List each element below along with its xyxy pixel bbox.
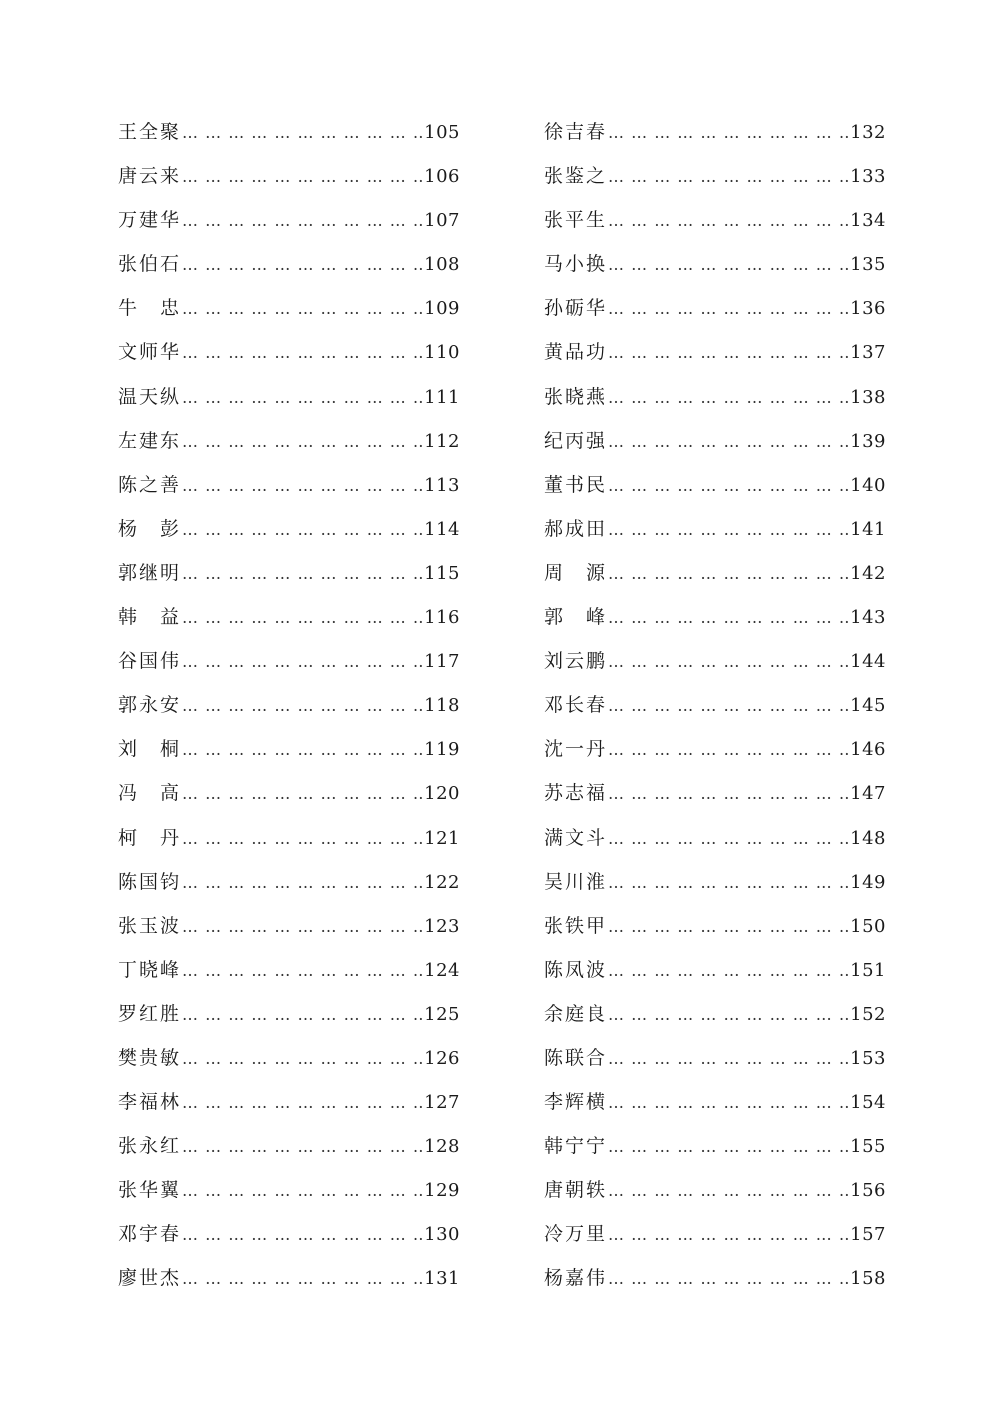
dot-leader [608, 508, 849, 552]
toc-entry [118, 1168, 460, 1212]
entry-name: 罗红胜 [118, 1002, 182, 1025]
entry-page-number: 133 [850, 166, 886, 188]
toc-entry [544, 286, 886, 330]
toc-entry [118, 948, 460, 992]
dot-leader [608, 464, 849, 508]
toc-entry [118, 1036, 460, 1080]
toc-entry [118, 286, 460, 330]
dot-leader [608, 1081, 849, 1125]
entry-page-number: 114 [424, 518, 460, 540]
entry-page-number: 130 [424, 1224, 460, 1246]
entry-page-number: 158 [850, 1268, 886, 1290]
entry-page-number: 131 [424, 1268, 460, 1290]
entry-page-number: 108 [424, 254, 460, 276]
dot-leader [608, 817, 849, 861]
entry-page-number: 143 [850, 607, 886, 629]
dot-leader [608, 155, 849, 199]
entry-page-number: 128 [424, 1136, 460, 1158]
entry-name: 陈凤波 [544, 958, 608, 981]
toc-entry [118, 551, 460, 595]
entry-name: 文师华 [118, 341, 182, 364]
entry-page-number: 117 [424, 651, 460, 673]
entry-name: 邓长春 [544, 694, 608, 717]
dot-leader [182, 331, 423, 375]
entry-name: 张晓燕 [544, 385, 608, 408]
dot-leader [608, 728, 849, 772]
toc-entry [118, 860, 460, 904]
toc-entry [118, 330, 460, 374]
toc-column-right [544, 110, 886, 1301]
toc-entry [118, 639, 460, 683]
toc-entry [118, 419, 460, 463]
toc-entry [118, 1256, 460, 1300]
entry-name: 邓宇春 [118, 1223, 182, 1246]
entry-name: 徐吉春 [544, 121, 608, 143]
toc-entry [544, 154, 886, 198]
dot-leader [182, 552, 423, 596]
toc-entry [544, 1212, 886, 1256]
entry-page-number: 140 [850, 474, 886, 496]
toc-column-left [118, 110, 460, 1301]
dot-leader [608, 772, 849, 816]
dot-leader [182, 1213, 423, 1257]
toc-entry [544, 242, 886, 286]
dot-leader [608, 684, 849, 728]
toc-entry [118, 110, 460, 154]
entry-page-number: 132 [850, 122, 886, 143]
dot-leader [182, 199, 423, 243]
dot-leader [182, 772, 423, 816]
entry-page-number: 109 [424, 298, 460, 320]
entry-name: 谷国伟 [118, 650, 182, 673]
entry-name: 韩 益 [118, 606, 182, 629]
dot-leader [608, 420, 849, 464]
entry-name: 李辉横 [544, 1091, 608, 1114]
toc-entry [118, 1212, 460, 1256]
entry-page-number: 137 [850, 342, 886, 364]
entry-name: 陈国钧 [118, 870, 182, 893]
dot-leader [608, 1037, 849, 1081]
dot-leader [182, 508, 423, 552]
dot-leader [608, 111, 849, 155]
entry-name: 董书民 [544, 473, 608, 496]
toc-entry [544, 1080, 886, 1124]
entry-page-number: 144 [850, 651, 886, 673]
entry-page-number: 125 [424, 1003, 460, 1025]
toc-entry [118, 992, 460, 1036]
dot-leader [182, 640, 423, 684]
dot-leader [182, 728, 423, 772]
entry-page-number: 135 [850, 254, 886, 276]
toc-entry [544, 816, 886, 860]
entry-page-number: 116 [424, 607, 460, 629]
dot-leader [608, 861, 849, 905]
entry-name: 温天纵 [118, 385, 182, 408]
toc-entry [118, 771, 460, 815]
dot-leader [608, 1257, 849, 1301]
entry-name: 苏志福 [544, 782, 608, 805]
entry-page-number: 136 [850, 298, 886, 320]
entry-page-number: 126 [424, 1047, 460, 1069]
toc-entry [544, 727, 886, 771]
entry-name: 陈之善 [118, 473, 182, 496]
entry-page-number: 152 [850, 1003, 886, 1025]
toc-entry [544, 1124, 886, 1168]
entry-page-number: 112 [424, 430, 460, 452]
entry-page-number: 142 [850, 562, 886, 584]
toc-entry [544, 1256, 886, 1300]
dot-leader [182, 861, 423, 905]
toc-entry [118, 816, 460, 860]
toc-entry [544, 419, 886, 463]
toc-entry [118, 242, 460, 286]
dot-leader [182, 949, 423, 993]
toc-entry [118, 904, 460, 948]
toc-entry [118, 154, 460, 198]
entry-name: 廖世杰 [118, 1267, 182, 1290]
toc-entry [118, 683, 460, 727]
toc-entry [544, 198, 886, 242]
entry-page-number: 118 [424, 695, 460, 717]
entry-name: 牛 忠 [118, 297, 182, 320]
entry-page-number: 111 [424, 386, 460, 408]
entry-name: 吴川淮 [544, 870, 608, 893]
dot-leader [608, 640, 849, 684]
dot-leader [608, 1125, 849, 1169]
toc-entry [544, 507, 886, 551]
dot-leader [608, 287, 849, 331]
entry-name: 郭继明 [118, 561, 182, 584]
entry-name: 郭永安 [118, 694, 182, 717]
toc-entry [544, 948, 886, 992]
entry-page-number: 124 [424, 959, 460, 981]
dot-leader [608, 199, 849, 243]
toc-entry [118, 463, 460, 507]
entry-page-number: 156 [850, 1180, 886, 1202]
toc-entry [544, 771, 886, 815]
toc-entry [544, 992, 886, 1036]
entry-name: 杨 彭 [118, 517, 182, 540]
dot-leader [182, 1081, 423, 1125]
entry-page-number: 107 [424, 210, 460, 232]
dot-leader [182, 684, 423, 728]
entry-name: 孙砺华 [544, 297, 608, 320]
dot-leader [608, 376, 849, 420]
dot-leader [182, 111, 423, 155]
dot-leader [182, 376, 423, 420]
entry-name: 樊贵敏 [118, 1046, 182, 1069]
entry-page-number: 154 [850, 1092, 886, 1114]
entry-name: 刘 桐 [118, 738, 182, 761]
entry-name: 张华翼 [118, 1179, 182, 1202]
entry-page-number: 149 [850, 871, 886, 893]
dot-leader [182, 287, 423, 331]
entry-name: 郝成田 [544, 517, 608, 540]
toc-entry [544, 463, 886, 507]
entry-name: 余庭良 [544, 1002, 608, 1025]
entry-page-number: 134 [850, 210, 886, 232]
entry-name: 唐云来 [118, 165, 182, 188]
entry-page-number: 155 [850, 1136, 886, 1158]
entry-name: 刘云鹏 [544, 650, 608, 673]
entry-name: 唐朝轶 [544, 1179, 608, 1202]
entry-page-number: 110 [424, 342, 460, 364]
entry-page-number: 146 [850, 739, 886, 761]
entry-name: 李福林 [118, 1091, 182, 1114]
entry-page-number: 147 [850, 783, 886, 805]
entry-name: 马小换 [544, 253, 608, 276]
entry-name: 纪丙强 [544, 429, 608, 452]
entry-name: 张平生 [544, 209, 608, 232]
toc-entry [118, 727, 460, 771]
entry-page-number: 120 [424, 783, 460, 805]
entry-page-number: 139 [850, 430, 886, 452]
dot-leader [608, 596, 849, 640]
dot-leader [608, 1169, 849, 1213]
toc-entry [118, 198, 460, 242]
dot-leader [182, 817, 423, 861]
toc-entry [544, 1168, 886, 1212]
entry-name: 张伯石 [118, 253, 182, 276]
entry-name: 黄品功 [544, 341, 608, 364]
entry-page-number: 151 [850, 959, 886, 981]
entry-page-number: 148 [850, 827, 886, 849]
toc-entry [118, 1124, 460, 1168]
dot-leader [608, 331, 849, 375]
toc-entry [118, 375, 460, 419]
dot-leader [182, 1257, 423, 1301]
toc-entry [118, 595, 460, 639]
dot-leader [182, 1037, 423, 1081]
toc-entry [544, 551, 886, 595]
entry-name: 郭 峰 [544, 606, 608, 629]
entry-page-number: 127 [424, 1092, 460, 1114]
toc-entry [544, 330, 886, 374]
entry-name: 丁晓峰 [118, 958, 182, 981]
entry-page-number: 129 [424, 1180, 460, 1202]
entry-name: 王全聚 [118, 121, 182, 143]
toc-entry [544, 860, 886, 904]
toc-entry [544, 375, 886, 419]
entry-name: 韩宁宁 [544, 1135, 608, 1158]
toc-entry [544, 639, 886, 683]
toc-entry [544, 683, 886, 727]
entry-page-number: 138 [850, 386, 886, 408]
dot-leader [182, 993, 423, 1037]
entry-page-number: 115 [424, 562, 460, 584]
dot-leader [182, 464, 423, 508]
entry-name: 张玉波 [118, 914, 182, 937]
entry-name: 杨嘉伟 [544, 1267, 608, 1290]
dot-leader [182, 596, 423, 640]
entry-name: 柯 丹 [118, 826, 182, 849]
entry-page-number: 119 [424, 739, 460, 761]
dot-leader [182, 155, 423, 199]
entry-page-number: 105 [424, 122, 460, 143]
entry-page-number: 121 [424, 827, 460, 849]
dot-leader [182, 905, 423, 949]
entry-name: 冷万里 [544, 1223, 608, 1246]
toc-entry [544, 110, 886, 154]
dot-leader [182, 420, 423, 464]
entry-name: 张铁甲 [544, 914, 608, 937]
toc-entry [544, 595, 886, 639]
entry-name: 左建东 [118, 429, 182, 452]
dot-leader [182, 243, 423, 287]
entry-page-number: 145 [850, 695, 886, 717]
entry-page-number: 153 [850, 1047, 886, 1069]
dot-leader [182, 1169, 423, 1213]
entry-page-number: 141 [850, 518, 886, 540]
entry-page-number: 150 [850, 915, 886, 937]
entry-page-number: 122 [424, 871, 460, 893]
entry-name: 陈联合 [544, 1046, 608, 1069]
toc-entry [118, 507, 460, 551]
entry-page-number: 106 [424, 166, 460, 188]
dot-leader [182, 1125, 423, 1169]
toc-entry [544, 1036, 886, 1080]
entry-page-number: 113 [424, 474, 460, 496]
entry-name: 满文斗 [544, 826, 608, 849]
entry-name: 张鉴之 [544, 165, 608, 188]
entry-name: 冯 高 [118, 782, 182, 805]
dot-leader [608, 993, 849, 1037]
entry-name: 周 源 [544, 561, 608, 584]
toc-entry [544, 904, 886, 948]
entry-page-number: 157 [850, 1224, 886, 1246]
dot-leader [608, 949, 849, 993]
dot-leader [608, 552, 849, 596]
entry-name: 万建华 [118, 209, 182, 232]
entry-name: 张永红 [118, 1135, 182, 1158]
dot-leader [608, 905, 849, 949]
dot-leader [608, 243, 849, 287]
entry-page-number: 123 [424, 915, 460, 937]
entry-name: 沈一丹 [544, 738, 608, 761]
dot-leader [608, 1213, 849, 1257]
toc-entry [118, 1080, 460, 1124]
